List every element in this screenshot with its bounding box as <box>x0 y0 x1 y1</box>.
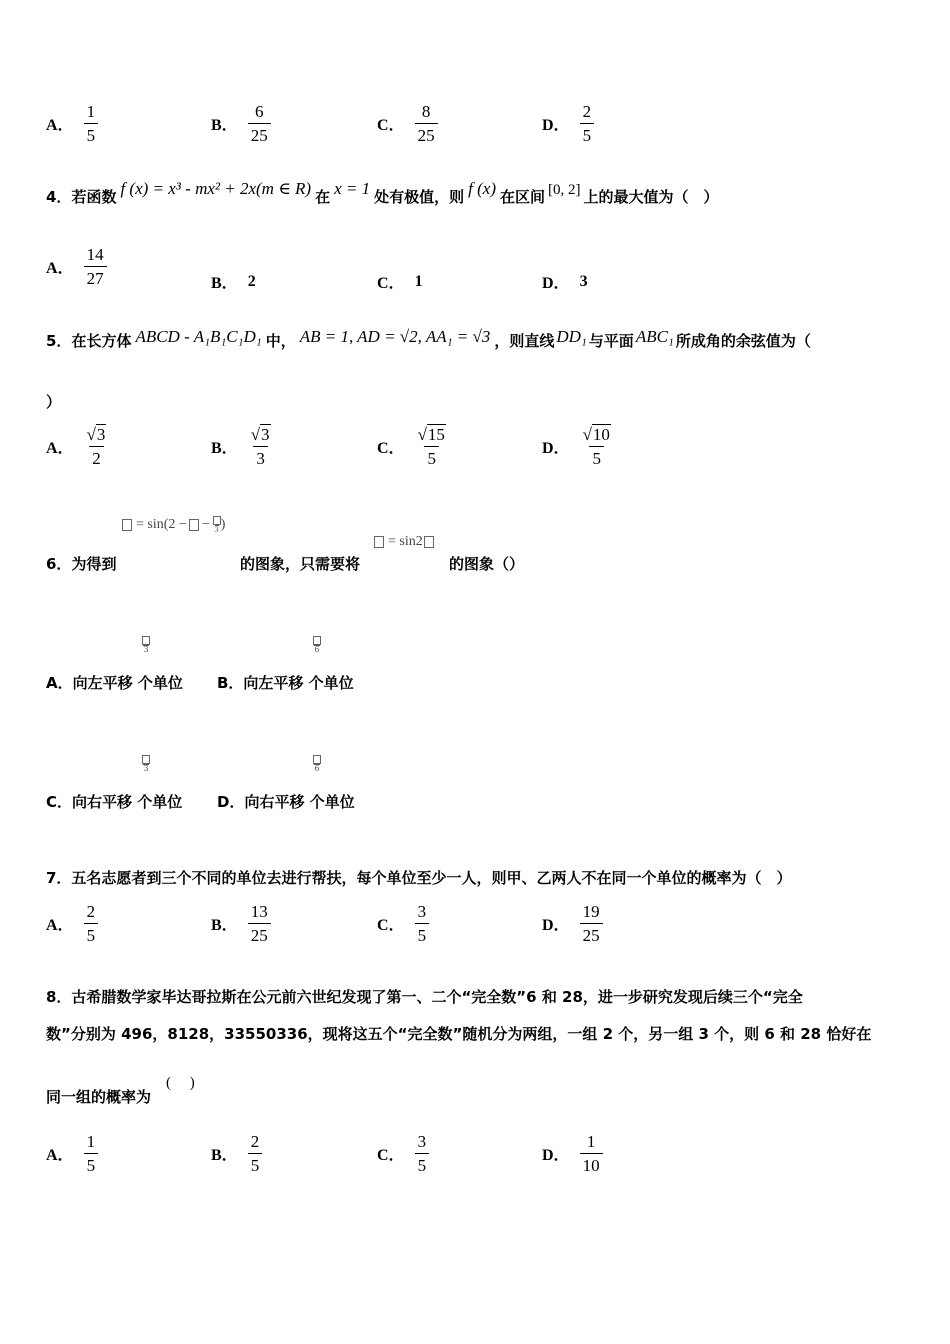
q8-option-a-letter: A． <box>46 1147 74 1164</box>
q8-option-d[interactable] <box>542 1133 603 1174</box>
q6-stem-part-1 <box>46 553 116 574</box>
q5-option-b-letter: B． <box>211 440 238 457</box>
q5-number: 5． <box>46 332 72 350</box>
q5-option-a[interactable] <box>46 426 109 467</box>
q5-text-6: ） <box>46 393 62 411</box>
q6-option-d-fraction: 6 <box>313 755 321 773</box>
missing-glyph-icon <box>424 536 434 548</box>
q8-option-b[interactable] <box>211 1133 262 1174</box>
q5-option-a-fraction: $\frac{√3}{2}$ <box>86 425 106 468</box>
q4-option-c-letter: C． <box>377 275 405 292</box>
q6-text-3: 的图象（） <box>449 555 525 573</box>
q3-option-b-letter: B． <box>211 117 238 134</box>
q6-option-c[interactable]: C．向右平移 个单位 <box>46 793 183 811</box>
q8-option-d-letter: D． <box>542 1147 570 1164</box>
q4-number: 4． <box>46 188 72 206</box>
q5-box: ABCD - A₁B₁C₁D₁ <box>135 327 262 346</box>
q7-option-b-letter: B． <box>211 917 238 934</box>
q5-option-d-fraction: $\frac{√10}{5}$ <box>582 425 610 468</box>
q8-option-a-fraction: $\frac{1}{5}$ <box>84 1133 99 1174</box>
q6-number: 6． <box>46 555 72 573</box>
q4-function: f (x) = x³ - mx² + 2x(m ∈ R) <box>120 179 312 198</box>
q3-option-b-fraction: $\frac{6}{25}$ <box>248 103 271 144</box>
q4-condition: x = 1 <box>334 179 371 198</box>
q4-option-d-value: 3 <box>579 272 588 290</box>
q4-text-4: 在区间 <box>499 188 545 206</box>
q5-option-c-fraction: $\frac{√15}{5}$ <box>417 425 445 468</box>
q8-option-c[interactable] <box>377 1133 429 1174</box>
q5-option-d-letter: D． <box>542 440 570 457</box>
q4-option-d[interactable] <box>542 270 588 293</box>
q4-option-c-value: 1 <box>414 272 423 290</box>
q5-line: DD₁ <box>556 327 587 346</box>
q5-option-b[interactable] <box>211 426 274 467</box>
q6-minus-sign: − <box>201 517 210 532</box>
q6-target-close-paren: ) <box>220 517 226 532</box>
q6-text-1: 为得到 <box>71 555 117 573</box>
q8-option-b-fraction: $\frac{2}{5}$ <box>248 1133 263 1174</box>
q8-option-d-fraction: $\frac{1}{10}$ <box>580 1133 603 1174</box>
q4-text-5: 上的最大值为（ ） <box>583 188 719 206</box>
q6-target-text: = sin(2 − <box>136 517 187 532</box>
q3-option-d-fraction: $\frac{2}{5}$ <box>580 103 595 144</box>
q5-text-5: 所成角的余弦值为（ <box>675 332 811 350</box>
q4-option-a[interactable] <box>46 246 107 287</box>
q8-option-b-letter: B． <box>211 1147 238 1164</box>
q8-option-a[interactable] <box>46 1133 98 1174</box>
q6-target-function <box>122 516 225 534</box>
q4-option-c[interactable] <box>377 270 423 293</box>
q3-option-c[interactable] <box>377 103 438 144</box>
q6-option-d[interactable]: D．向右平移 个单位 <box>217 793 355 811</box>
q5-lengths: AB = 1, AD = √2, AA₁ = √3 <box>299 327 491 346</box>
q7-option-c-fraction: $\frac{3}{5}$ <box>415 903 430 944</box>
q5-stem <box>46 327 811 351</box>
q5-plane: ABC₁ <box>635 327 674 346</box>
q3-option-c-fraction: $\frac{8}{25}$ <box>415 103 438 144</box>
q6-option-a-fraction: 3 <box>142 636 150 654</box>
q5-option-a-letter: A． <box>46 440 74 457</box>
q3-option-d-letter: D． <box>542 117 570 134</box>
q4-option-a-fraction: $\frac{14}{27}$ <box>84 246 107 287</box>
missing-glyph-icon <box>374 536 384 548</box>
q3-option-b[interactable] <box>211 103 271 144</box>
q8-line-2: 数”分别为 496，8128，33550336，现将这五个“完全数”随机分为两组，一组 2 个，另一组 3 个，则 6 和 28 恰好在 <box>46 1025 872 1043</box>
q3-option-a-letter: A． <box>46 117 74 134</box>
q4-option-b[interactable] <box>211 270 256 293</box>
q7-option-a-fraction: $\frac{2}{5}$ <box>84 903 99 944</box>
q7-option-d-fraction: $\frac{19}{25}$ <box>580 903 603 944</box>
q5-option-c-letter: C． <box>377 440 405 457</box>
q6-text-2: 的图象，只需要将 <box>240 555 361 573</box>
q3-option-d[interactable] <box>542 103 594 144</box>
q7-stem: 7．五名志愿者到三个不同的单位去进行帮扶，每个单位至少一人，则甲、乙两人不在同一个单位的概率为（ ） <box>46 869 792 887</box>
q3-option-c-letter: C． <box>377 117 405 134</box>
q6-option-b[interactable]: B．向左平移 个单位 <box>217 674 354 692</box>
q6-option-c-fraction: 3 <box>142 755 150 773</box>
q4-text-2: 在 <box>315 188 331 206</box>
q5-text-1: 在长方体 <box>71 332 132 350</box>
q5-text-3: ，则直线 <box>494 332 555 350</box>
q3-option-a[interactable] <box>46 103 98 144</box>
q4-option-a-letter: A． <box>46 260 74 277</box>
q7-option-a-letter: A． <box>46 917 74 934</box>
q4-text-1: 若函数 <box>71 188 117 206</box>
q4-stem <box>46 179 719 207</box>
q5-text-2: 中， <box>265 332 296 350</box>
q7-option-d-letter: D． <box>542 917 570 934</box>
q8-option-c-fraction: $\frac{3}{5}$ <box>415 1133 430 1174</box>
q7-option-c[interactable] <box>377 903 429 944</box>
q6-option-b-fraction: 6 <box>313 636 321 654</box>
q8-line-1: 8．古希腊数学家毕达哥拉斯在公元前六世纪发现了第一、二个“完全数”6 和 28，进一步研究发现后续三个“完全 <box>46 988 803 1006</box>
q8-answer-paren: ( ) <box>166 1075 195 1091</box>
q4-fx: f (x) <box>468 179 496 198</box>
q4-option-d-letter: D． <box>542 275 570 292</box>
q6-option-a[interactable]: A．向左平移 个单位 <box>46 674 183 692</box>
q7-option-c-letter: C． <box>377 917 405 934</box>
missing-glyph-icon <box>122 519 132 531</box>
q5-text-4: 与平面 <box>588 332 634 350</box>
q4-interval: [0, 2] <box>548 182 581 198</box>
q6-source-function <box>374 534 434 550</box>
missing-glyph-icon <box>189 519 199 531</box>
q8-line-3: 同一组的概率为 <box>46 1088 152 1106</box>
q5-option-b-fraction: $\frac{√3}{3}$ <box>250 425 270 468</box>
q7-option-a[interactable] <box>46 903 98 944</box>
q5-option-d[interactable] <box>542 426 614 467</box>
q7-option-b-fraction: $\frac{13}{25}$ <box>248 903 271 944</box>
q4-text-3: 处有极值，则 <box>374 188 465 206</box>
q3-option-a-fraction: $\frac{1}{5}$ <box>84 103 99 144</box>
q6-source-text: = sin2 <box>388 534 423 549</box>
q8-option-c-letter: C． <box>377 1147 405 1164</box>
q5-option-c[interactable] <box>377 426 449 467</box>
q4-option-b-letter: B． <box>211 275 238 292</box>
q6-target-fraction: 3 <box>213 516 221 534</box>
q7-option-d[interactable] <box>542 903 603 944</box>
q4-option-b-value: 2 <box>247 272 256 290</box>
q7-option-b[interactable] <box>211 903 271 944</box>
